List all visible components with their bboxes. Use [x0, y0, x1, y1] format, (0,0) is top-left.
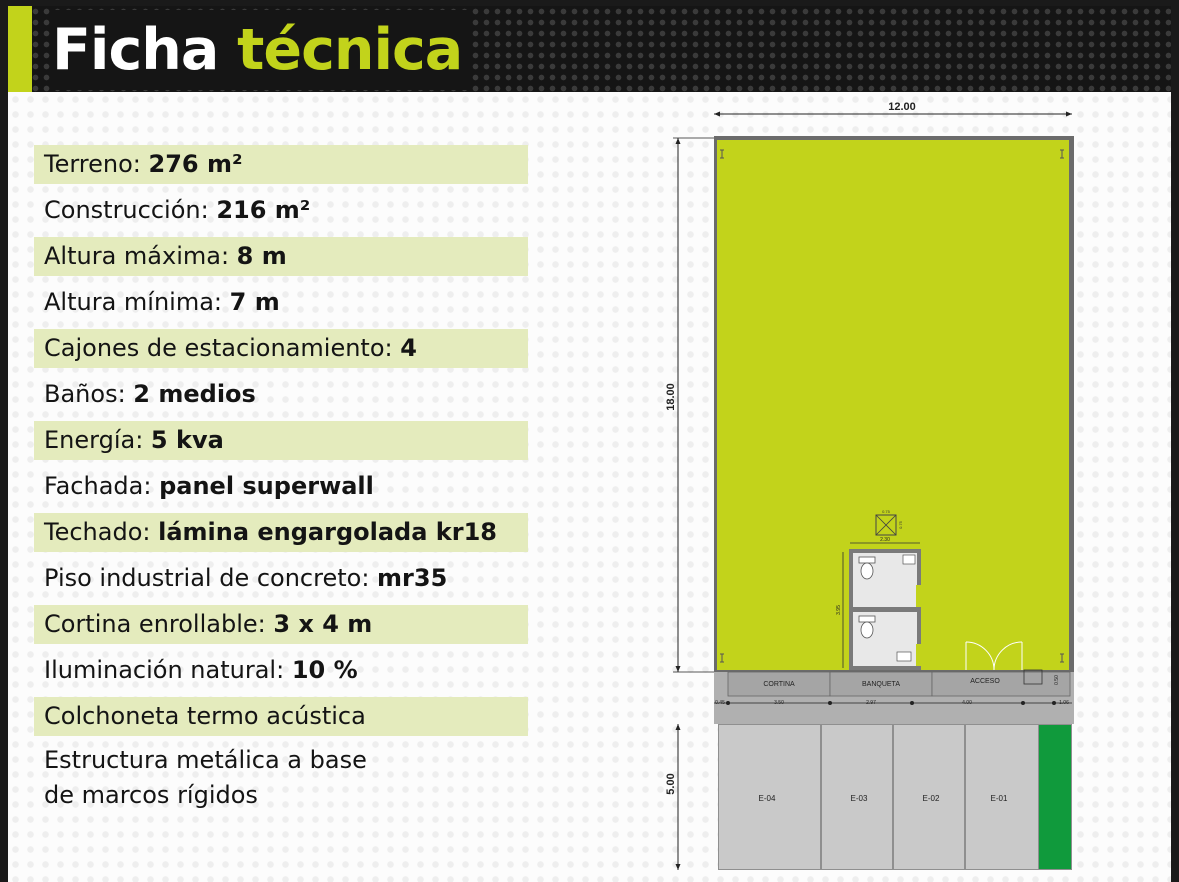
parking-label: E-03	[850, 794, 868, 803]
strip-dim: 4.00	[962, 700, 972, 706]
spec-value: 7 m	[229, 288, 280, 316]
spec-value: 276 m²	[148, 150, 243, 178]
spec-value: lámina engargolada kr18	[158, 518, 497, 546]
access-zone	[932, 672, 1070, 696]
spec-row	[34, 513, 528, 552]
width-dimension	[714, 101, 1072, 117]
spec-value: mr35	[377, 564, 448, 592]
spec-value: 3 x 4 m	[273, 610, 373, 638]
depth-dimension-label: 18.00	[665, 383, 677, 411]
parking-dimension	[665, 724, 681, 870]
curtain-label: CORTINA	[763, 681, 795, 688]
spec-label: Terreno:	[44, 150, 149, 178]
spec-line: Estructura metálica a base	[44, 746, 367, 774]
spec-row	[34, 605, 528, 644]
parking-area	[718, 724, 1072, 870]
strip-dim: 0.50	[1054, 675, 1060, 685]
spec-row	[34, 145, 528, 184]
right-border	[1171, 0, 1179, 882]
green-strip	[1039, 725, 1071, 869]
spec-label: Altura máxima:	[44, 242, 237, 270]
spec-value: 5 kva	[150, 426, 224, 454]
spec-value: 216 m²	[216, 196, 311, 224]
spec-label: Baños:	[44, 380, 134, 408]
spec-list	[34, 145, 528, 820]
spec-line: de marcos rígidos	[44, 781, 258, 809]
strip-dim: 2.97	[866, 700, 876, 706]
spec-label: Colchoneta termo acústica	[44, 702, 366, 730]
header-accent-bar	[8, 6, 32, 92]
spec-row	[34, 237, 528, 276]
sidewalk-label: BANQUETA	[862, 681, 900, 688]
spec-row	[34, 559, 528, 598]
spec-value: 10 %	[291, 656, 358, 684]
width-dimension-label: 12.00	[888, 101, 916, 113]
access-label: ACCESO	[970, 678, 1000, 685]
strip-dim: 0.45	[715, 700, 725, 706]
spec-value: 4	[400, 334, 417, 362]
spec-label: Construcción:	[44, 196, 217, 224]
spec-value: 8 m	[236, 242, 287, 270]
skylight-dim: 0.75	[882, 509, 890, 514]
spec-value: panel superwall	[159, 472, 374, 500]
bath-width-dim: 2.30	[880, 537, 890, 543]
strip-dim: 3.50	[774, 700, 784, 706]
depth-dimension	[665, 138, 715, 672]
spec-row	[34, 651, 528, 690]
parking-label: E-02	[922, 794, 940, 803]
spec-label: Cajones de estacionamiento:	[44, 334, 401, 362]
title-part-2: técnica	[237, 17, 463, 83]
skylight-dim: 0.75	[898, 521, 903, 529]
spec-label: Fachada:	[44, 472, 160, 500]
parking-label: E-04	[758, 794, 776, 803]
page-title	[52, 10, 470, 90]
parking-label: E-01	[990, 794, 1008, 803]
spec-row	[34, 283, 528, 322]
bath-depth-dim: 3.95	[836, 605, 842, 615]
spec-row	[34, 375, 528, 414]
strip-dim: 1.06	[1059, 700, 1069, 706]
spec-label: Cortina enrollable:	[44, 610, 274, 638]
left-border	[0, 0, 8, 882]
spec-row	[34, 421, 528, 460]
spec-label: Piso industrial de concreto:	[44, 564, 378, 592]
spec-label: Altura mínima:	[44, 288, 230, 316]
spec-label: Iluminación natural:	[44, 656, 292, 684]
spec-row	[34, 697, 528, 736]
spec-row	[34, 329, 528, 368]
spec-label: Techado:	[44, 518, 159, 546]
spec-value: 2 medios	[133, 380, 256, 408]
parking-dimension-label: 5.00	[665, 773, 677, 795]
title-part-1: Ficha	[52, 17, 219, 83]
front-strip	[714, 670, 1074, 724]
spec-row	[34, 467, 528, 506]
spec-label: Energía:	[44, 426, 151, 454]
spec-row	[34, 191, 528, 230]
floor-plan	[640, 92, 1160, 882]
spec-row-multiline	[34, 743, 528, 813]
